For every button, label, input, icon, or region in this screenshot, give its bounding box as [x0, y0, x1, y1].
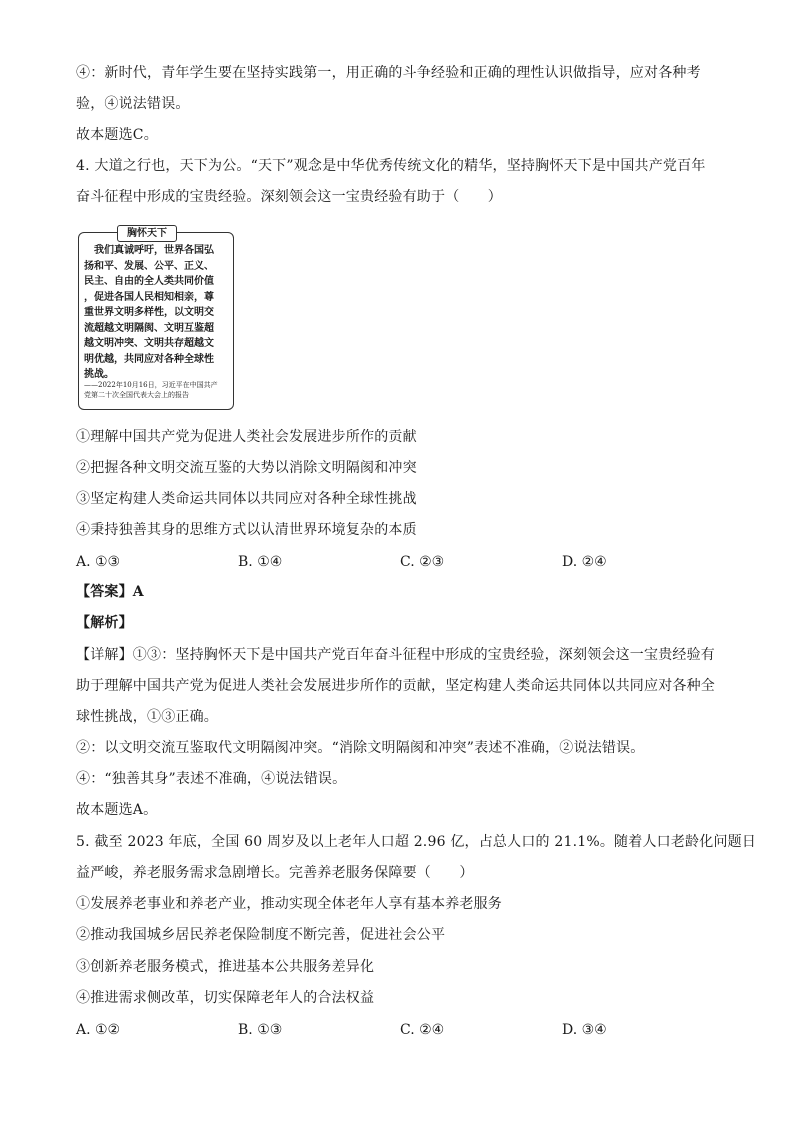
option-statement: ②把握各种文明交流互鉴的大势以消除文明隔阂和冲突 — [76, 460, 417, 476]
quote-source-line: 党第二十次全国代表大会上的报告 — [84, 391, 189, 399]
quote-box — [78, 228, 234, 410]
q5-option-b: B. ①③ — [238, 1022, 283, 1038]
quote-line: 我们真诚呼吁，世界各国弘 — [84, 245, 214, 256]
question-4-stem: 4. 大道之行也，天下为公。“天下”观念是中华优秀传统文化的精华，坚持胸怀天下是中国共产党百年 — [76, 158, 706, 174]
quote-line: 流超越文明隔阂、文明互鉴超 — [84, 322, 214, 334]
text-line: ④：新时代，青年学生要在坚持实践第一，用正确的斗争经验和正确的理性认识做指导，应对各种考 — [76, 65, 701, 81]
explanation-line: ④：“独善其身”表述不准确，④说法错误。 — [76, 771, 347, 787]
explanation-line: ②：以文明交流互鉴取代文明隔阂冲突。“消除文明隔阂和冲突”表述不准确，②说法错误。 — [76, 740, 645, 756]
explanation-line: 球性挑战，①③正确。 — [76, 709, 218, 725]
quote-line: ，促进各国人民相知相亲，尊 — [84, 291, 214, 303]
q4-option-c: C. ②③ — [400, 554, 445, 570]
quote-source-line: ——2022年10月16日，习近平在中国共产 — [84, 381, 218, 389]
analysis-label: 【解析】 — [76, 615, 133, 631]
q4-option-b: B. ①④ — [238, 554, 283, 570]
q4-option-d: D. ②④ — [562, 554, 607, 570]
quote-line: 重世界文明多样性，以文明交 — [84, 307, 214, 318]
explanation-line: 助于理解中国共产党为促进人类社会发展进步所作的贡献，坚定构建人类命运共同体以共同应对各种全 — [76, 678, 715, 694]
quote-tag: 胸怀天下 — [117, 225, 177, 242]
quote-line: 明优越，共同应对各种全球性 — [84, 353, 214, 365]
question-4-stem: 奋斗征程中形成的宝贵经验。深刻领会这一宝贵经验有助于（ ） — [76, 189, 502, 205]
option-statement: ③创新养老服务模式，推进基本公共服务差异化 — [76, 959, 375, 975]
question-5-stem: 5. 截至 2023 年底，全国 60 周岁及以上老年人口超 2.96 亿，占总人口的 21.1%。随着人口老龄化问题日 — [76, 834, 757, 850]
q4-option-a: A. ①③ — [76, 554, 121, 570]
option-statement: ①发展养老事业和养老产业，推动实现全体老年人享有基本养老服务 — [76, 896, 502, 912]
text-line: 验，④说法错误。 — [76, 96, 190, 112]
quote-text — [84, 243, 230, 383]
quote-line: 民主、自由的全人类共同价值 — [84, 276, 214, 287]
answer-label: 【答案】A — [76, 584, 144, 600]
quote-line: 越文明冲突、文明共存超越文 — [84, 338, 214, 349]
q5-option-c: C. ②④ — [400, 1022, 445, 1038]
text-line: 故本题选C。 — [76, 127, 158, 143]
option-statement: ③坚定构建人类命运共同体以共同应对各种全球性挑战 — [76, 491, 417, 507]
quote-line: 挑战。 — [84, 369, 114, 380]
option-statement: ④秉持独善其身的思维方式以认清世界环境复杂的本质 — [76, 522, 417, 538]
question-5-stem: 益严峻，养老服务需求急剧增长。完善养老服务保障要（ ） — [76, 865, 474, 881]
conclusion-line: 故本题选A。 — [76, 802, 158, 818]
q5-option-d: D. ③④ — [562, 1022, 607, 1038]
quote-source — [84, 380, 230, 400]
option-statement: ①理解中国共产党为促进人类社会发展进步所作的贡献 — [76, 429, 417, 445]
explanation-line: 【详解】①③：坚持胸怀天下是中国共产党百年奋斗征程中形成的宝贵经验，深刻领会这一宝贵经验有 — [76, 647, 715, 663]
q5-option-a: A. ①② — [76, 1022, 121, 1038]
option-statement: ②推动我国城乡居民养老保险制度不断完善，促进社会公平 — [76, 927, 446, 943]
quote-line: 扬和平、发展、公平、正义、 — [84, 260, 214, 272]
option-statement: ④推进需求侧改革，切实保障老年人的合法权益 — [76, 990, 375, 1006]
